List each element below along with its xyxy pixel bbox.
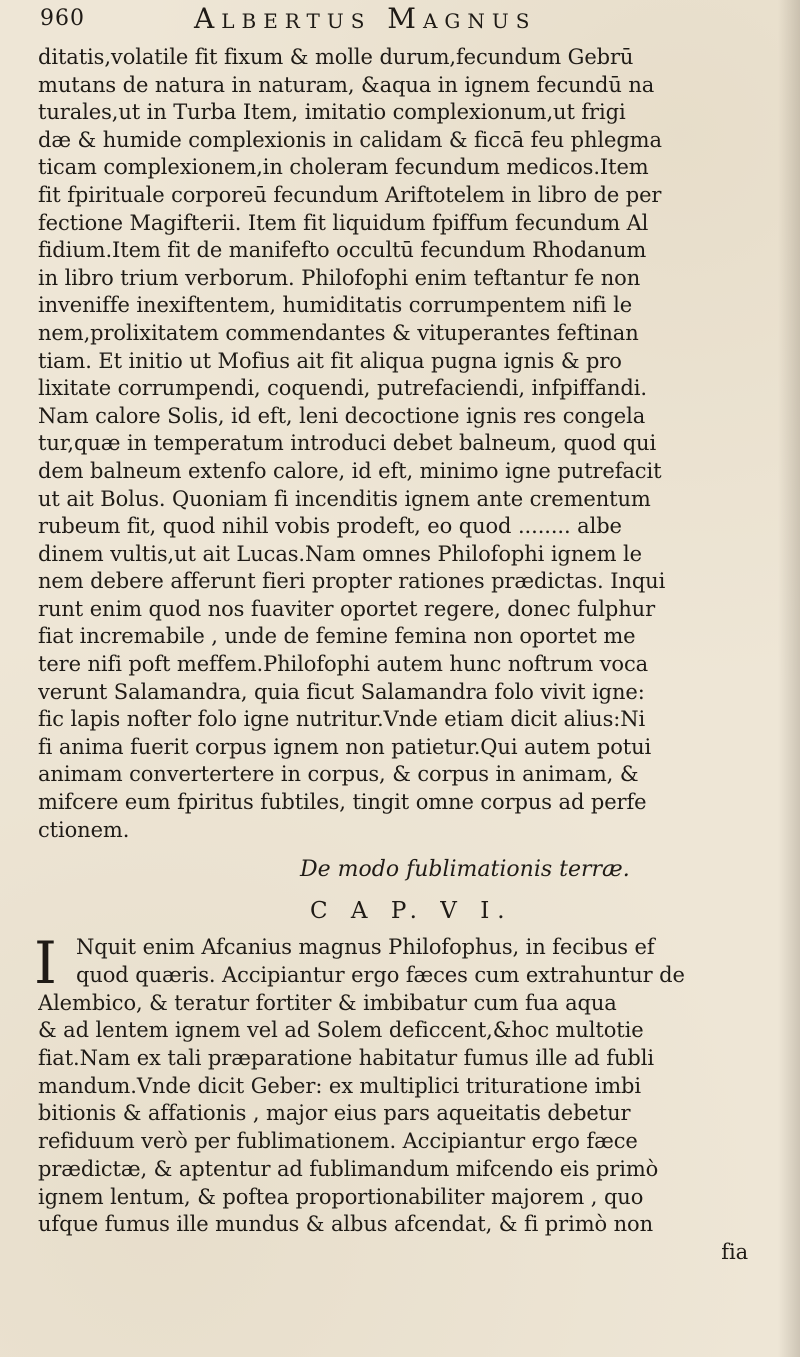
text-line: ufque fumus ille mundus & albus afcendat, & fi primò non bbox=[38, 1212, 654, 1237]
text-line: tiam. Et initio ut Mofius ait fit aliqua pugna ignis & pro bbox=[38, 348, 622, 373]
text-line: animam convertertere in corpus, & corpus in animam, & bbox=[38, 762, 639, 787]
text-line: lixitate corrumpendi, coquendi, putrefaciendi, infpiffandi. bbox=[38, 376, 647, 401]
text-line: fit fpirituale corporeū fecundum Ariftotelem in libro de per bbox=[38, 182, 662, 207]
text-line: bitionis & affationis , major eius pars aqueitatis debetur bbox=[38, 1101, 631, 1126]
text-line: fi anima fuerit corpus ignem non patietur.Qui autem potui bbox=[38, 734, 652, 759]
text-line: in libro trium verborum. Philofophi enim teftantur fe non bbox=[38, 265, 641, 290]
text-line: ticam complexionem,in choleram fecundum medicos.Item bbox=[38, 155, 649, 180]
text-line: rubeum fit, quod nihil vobis prodeft, eo quod ........ albe bbox=[38, 514, 622, 539]
text-line: dem balneum extenfo calore, id eft, minimo igne putrefacit bbox=[38, 458, 662, 483]
text-line: Nquit enim Afcanius magnus Philofophus, in fecibus ef bbox=[76, 935, 655, 960]
body-text bbox=[38, 44, 778, 844]
running-head: Albertus Magnus bbox=[194, 2, 537, 35]
text-line: tere nifi poft meffem.Philofophi autem hunc noftrum voca bbox=[38, 652, 649, 677]
text-line: dæ & humide complexionis in calidam & ficcā feu phlegma bbox=[38, 127, 662, 152]
text-line: fia bbox=[721, 1239, 748, 1264]
text-line: mutans de natura in naturam, &aqua in ignem fecundū na bbox=[38, 72, 655, 97]
text-line: tur,quæ in temperatum introduci debet balneum, quod qui bbox=[38, 431, 657, 456]
text-line: verunt Salamandra, quia ficut Salamandra folo vivit igne: bbox=[38, 679, 645, 704]
text-line: fidium.Item fit de manifefto occultū fecundum Rhodanum bbox=[38, 238, 647, 263]
page-header bbox=[38, 0, 778, 46]
page-number: 960 bbox=[40, 6, 85, 31]
text-line: prædictæ, & aptentur ad fublimandum mifcendo eis primò bbox=[38, 1156, 659, 1181]
text-line: ditatis,volatile fit fixum & molle durum,fecundum Gebrū bbox=[38, 45, 634, 69]
text-line: ctionem. bbox=[38, 817, 130, 842]
text-line: mifcere eum fpiritus fubtiles, tingit omne corpus ad perfe bbox=[38, 790, 647, 815]
text-line: fiat.Nam ex tali præparatione habitatur fumus ille ad fubli bbox=[38, 1046, 654, 1071]
text-line: ut ait Bolus. Quoniam fi incenditis ignem ante crementum bbox=[38, 486, 651, 511]
text-line: fectione Magifterii. Item fit liquidum fpiffum fecundum Al bbox=[38, 210, 649, 235]
page-edge-shadow bbox=[778, 0, 800, 1357]
text-line: mandum.Vnde dicit Geber: ex multiplici trituratione imbi bbox=[38, 1073, 641, 1098]
text-line: refiduum verò per fublimationem. Accipiantur ergo fæce bbox=[38, 1129, 638, 1154]
chapter-text bbox=[34, 929, 778, 1266]
text-line: nem debere afferunt fieri propter rationes prædictas. Inqui bbox=[38, 569, 666, 594]
text-line: dinem vultis,ut ait Lucas.Nam omnes Philofophi ignem le bbox=[38, 541, 642, 566]
text-line: nem,prolixitatem commendantes & vituperantes feftinan bbox=[38, 320, 639, 345]
text-line: fiat incremabile , unde de femine femina non oportet me bbox=[38, 624, 636, 649]
drop-cap: I bbox=[34, 929, 57, 998]
text-line: runt enim quod nos fuaviter oportet regere, donec fulphur bbox=[38, 596, 656, 621]
text-line: quod quæris. Accipiantur ergo fæces cum extrahuntur de bbox=[76, 962, 685, 987]
text-line: & ad lentem ignem vel ad Solem deficcent,&hoc multotie bbox=[38, 1018, 644, 1043]
text-line: Alembico, & teratur fortiter & imbibatur cum fua aqua bbox=[38, 990, 617, 1015]
chapter-heading: C A P. V I. bbox=[310, 898, 513, 925]
text-line: fic lapis nofter folo igne nutritur.Vnde etiam dicit alius:Ni bbox=[38, 707, 646, 732]
section-title: De modo fublimationis terræ. bbox=[300, 857, 630, 883]
text-line: ignem lentum, & poftea proportionabiliter majorem , quo bbox=[38, 1184, 644, 1209]
text-line: inveniffe inexiftentem, humiditatis corrumpentem nifi le bbox=[38, 293, 633, 318]
text-line: turales,ut in Turba Item, imitatio complexionum,ut frigi bbox=[38, 100, 626, 125]
text-line: Nam calore Solis, id eft, leni decoctione ignis res congela bbox=[38, 403, 646, 428]
